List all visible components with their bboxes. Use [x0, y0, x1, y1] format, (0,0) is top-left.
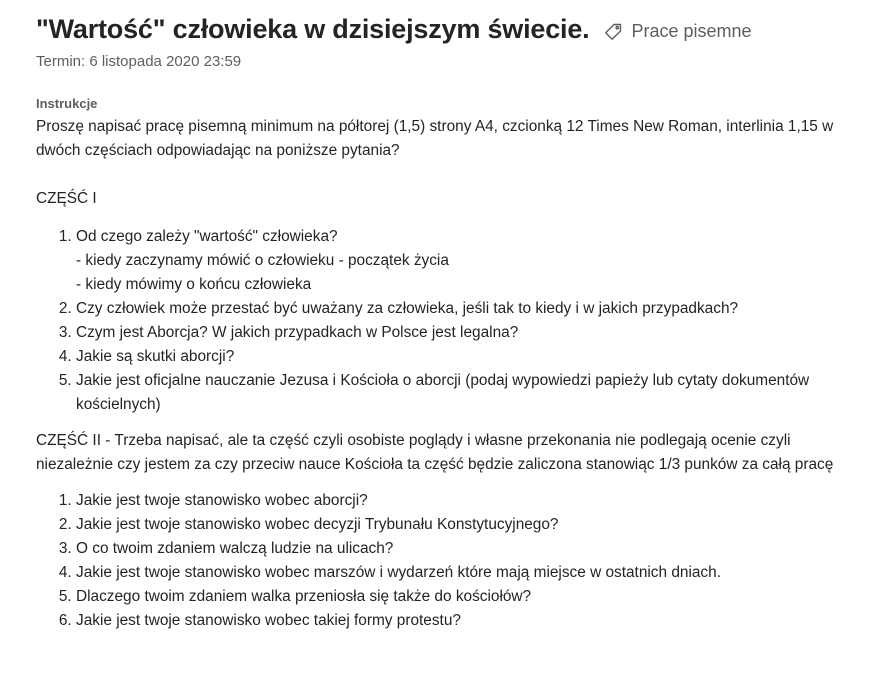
part1-heading: CZĘŚĆ I: [36, 190, 97, 207]
title-row: [36, 14, 861, 45]
list-item: 5. Jakie jest oficjalne nauczanie Jezusa i Kościoła o aborcji (podaj wypowiedzi papieży lub cytaty dokumentów kościelnych): [76, 369, 861, 417]
part2-heading: CZĘŚĆ II - Trzeba napisać, ale ta część czyli osobiste poglądy i własne przekonania nie podlegają ocenie czyli niezależnie czy jestem za czy przeciw nauce Kościoła ta część będzie zaliczona stanowiąc 1/3 punków za całą pracę: [36, 432, 834, 473]
instructions-body: [36, 115, 861, 633]
list-item: 2. Czy człowiek może przestać być uważany za człowieka, jeśli tak to kiedy i w jakich przypadkach?: [76, 297, 861, 321]
list-item: 3. Czym jest Aborcja? W jakich przypadkach w Polsce jest legalna?: [76, 321, 861, 345]
list-item: 4. Jakie są skutki aborcji?: [76, 345, 861, 369]
list-item: [76, 225, 861, 297]
part2-list: [36, 489, 861, 633]
list-item: 4. Jakie jest twoje stanowisko wobec marszów i wydarzeń które mają miejsce w ostatnich dniach.: [76, 561, 861, 585]
list-item: 5. Dlaczego twoim zdaniem walka przeniosła się także do kościołów?: [76, 585, 861, 609]
category-tag[interactable]: [603, 21, 751, 42]
tag-label: Prace pisemne: [631, 21, 752, 41]
list-item: 6. Jakie jest twoje stanowisko wobec takiej formy protestu?: [76, 609, 861, 633]
list-item-subpoint: - kiedy mówimy o końcu człowieka: [76, 276, 312, 293]
list-item-text: Od czego zależy "wartość" człowieka?: [76, 228, 338, 245]
part1-list: [36, 225, 861, 417]
tag-icon: [603, 22, 623, 42]
list-item: 2. Jakie jest twoje stanowisko wobec decyzji Trybunału Konstytucyjnego?: [76, 513, 861, 537]
list-item: 1. Jakie jest twoje stanowisko wobec aborcji?: [76, 489, 861, 513]
due-date: Termin: 6 listopada 2020 23:59: [36, 53, 242, 70]
list-item-subpoint: - kiedy zaczynamy mówić o człowieku - początek życia: [76, 252, 449, 269]
instructions-intro: Proszę napisać pracę pisemną minimum na półtorej (1,5) strony A4, czcionką 12 Times New Roman, interlinia 1,15 w dwóch częściach odpowiadając na poniższe pytania?: [36, 118, 834, 159]
list-item: 3. O co twoim zdaniem walczą ludzie na ulicach?: [76, 537, 861, 561]
assignment-title: "Wartość" człowieka w dzisiejszym świecie.: [36, 14, 590, 44]
instructions-label: Instrukcje: [36, 96, 98, 111]
